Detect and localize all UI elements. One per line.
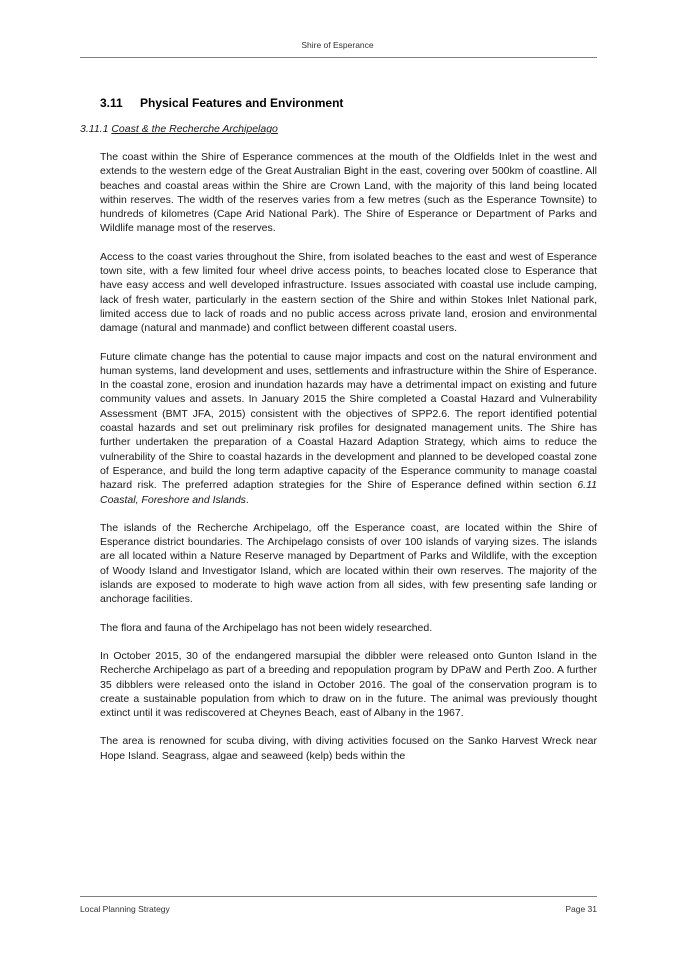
section-title: Physical Features and Environment <box>140 96 344 110</box>
paragraph-climate-change-end: . <box>245 493 249 506</box>
paragraph-flora-fauna: The flora and fauna of the Archipelago has not been widely researched. <box>100 621 433 634</box>
footer-page-number: Page 31 <box>565 904 597 914</box>
paragraph-dibbler: In October 2015, 30 of the endangered marsupial the dibbler were released onto Gunton Island in the Recherche Archipelago as part of a breeding and repopulation program by DPaW and Perth Zoo. A further 35 dibblers were released onto the island in October 2016. The goal of the conservation program is to create a sustainable population from which to draw on in the future. The animal was previously thought extinct until it was rediscovered at Cheynes Beach, east of Albany in the 1967. <box>100 649 597 720</box>
section-heading <box>100 94 597 112</box>
subsection-title: Coast & the Recherche Archipelago <box>111 123 278 135</box>
paragraph-coast-extent: The coast within the Shire of Esperance commences at the mouth of the Oldfields Inlet in the west and extends to the western edge of the Great Australian Bight in the east, covering over 500km of coastline. All beaches and coastal areas within the Shire are Crown Land, with the majority of this land being located within reserves. The width of the reserves varies from a few metres (such as the Esperance Townsite) to hundreds of kilometres (Cape Arid National Park). The Shire of Esperance or Department of Parks and Wildlife manage most of the reserves. <box>100 151 597 235</box>
section-number: 3.11 <box>100 96 123 110</box>
page-content <box>80 94 597 763</box>
paragraph-coast-access: Access to the coast varies throughout the Shire, from isolated beaches to the east and west of Esperance town site, with a few limited four wheel drive access points, to beaches located close to Esperance that have easy access and well developed infrastructure. Issues associated with coastal use include camping, lack of fresh water, particularly in the eastern section of the Shire and within Stokes Inlet National park, limited access due to lack of roads and no public access across private land, erosion and environmental damage (natural and manmade) and conflict between different coastal users. <box>100 250 597 335</box>
paragraph-diving: The area is renowned for scuba diving, with diving activities focused on the Sanko Harvest Wreck near Hope Island. Seagrass, algae and seaweed (kelp) beds within the <box>100 735 597 762</box>
subsection-heading <box>80 122 597 136</box>
header-title: Shire of Esperance <box>301 40 374 50</box>
paragraph-climate-change <box>100 350 597 507</box>
body-text <box>100 150 597 763</box>
paragraph-islands: The islands of the Recherche Archipelago, off the Esperance coast, are located within the Shire of Esperance district boundaries. The Archipelago consists of over 100 islands of varying sizes. The islands are all located within a Nature Reserve managed by Department of Parks and Wildlife, with the exception of Woody Island and Investigator Island, which are located within their own reserves. The majority of the islands are exposed to moderate to high wave action from all sides, with few presenting safe landing or anchorage facilities. <box>100 521 597 606</box>
footer-divider <box>80 896 597 897</box>
paragraph-climate-change-text: Future climate change has the potential to cause major impacts and cost on the natural environment and human systems, land development and uses, settlements and infrastructure within the Shire of Esperance. In the coastal zone, erosion and inundation hazards may have a detrimental impact on existing and future community values and assets. In January 2015 the Shire completed a Coastal Hazard and Vulnerability Assessment (BMT JFA, 2015) consistent with the objectives of SPP2.6. The report identified potential coastal hazards and set out preliminary risk profiles for designated management units. The Shire has further undertaken the preparation of a Coastal Hazard Adaption Strategy, which aims to reduce the vulnerability of the Shire to coastal hazards in the development and planned to be developed coastal zone of Esperance, and build the long term adaptive capacity of the Esperance community to manage coastal hazard risk. The preferred adaption strategies for the Shire of Esperance defined within section <box>100 350 597 492</box>
header-divider <box>80 57 597 58</box>
footer-document-title: Local Planning Strategy <box>80 904 170 914</box>
section-reference: 6.11 Coastal, Foreshore and Islands <box>100 479 597 506</box>
subsection-number: 3.11.1 <box>80 123 109 135</box>
